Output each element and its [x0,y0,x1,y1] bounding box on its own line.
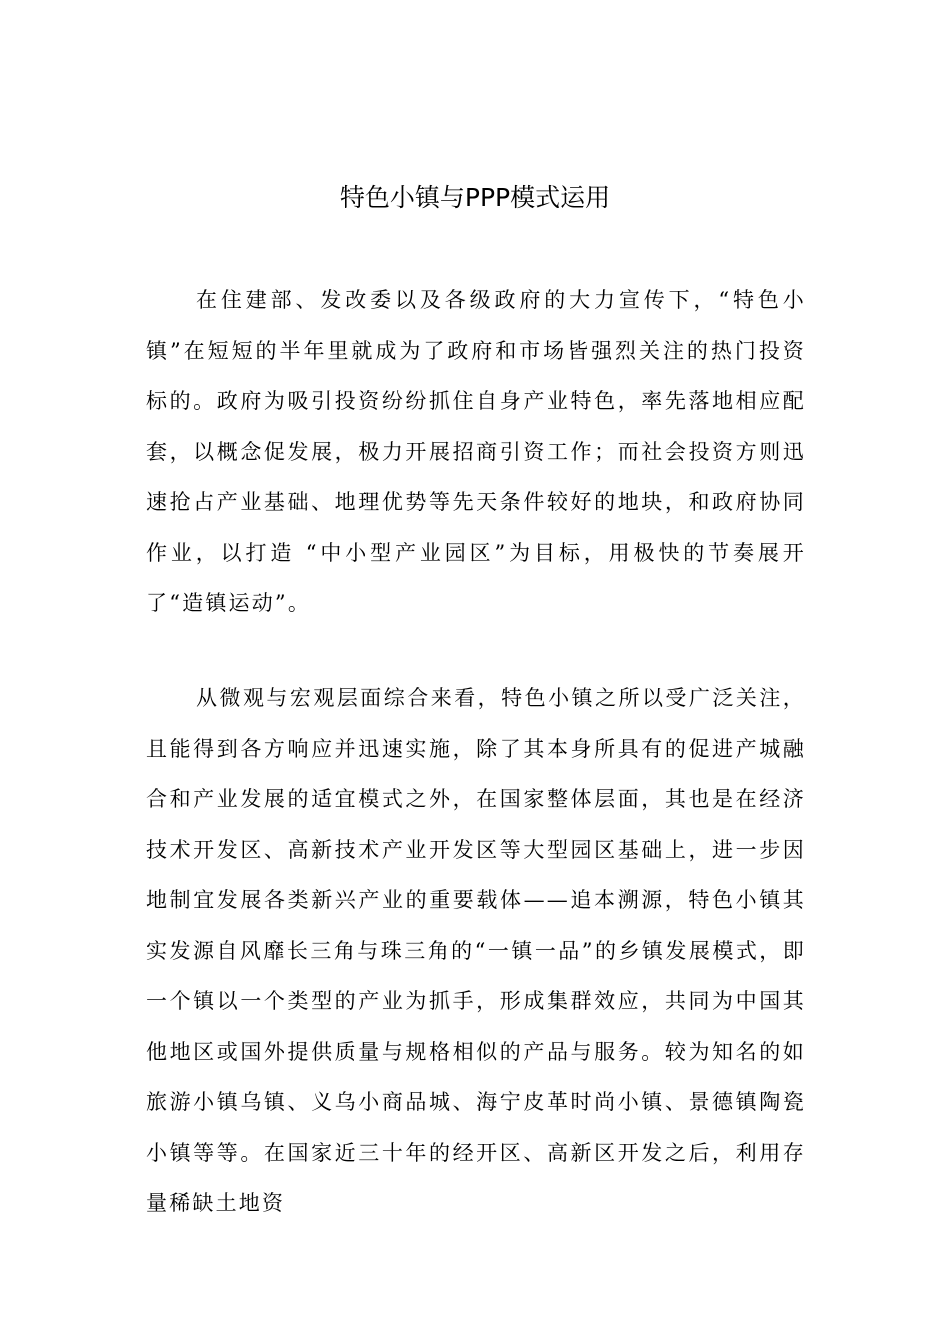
document-title: 特色小镇与PPP模式运用 [339,183,611,212]
paragraph-2: 从微观与宏观层面综合来看，特色小镇之所以受广泛关注，且能得到各方响应并迅速实施，除了其本身所具有的促进产城融合和产业发展的适宜模式之外，在国家整体层面，其也是在经济技术开发区、高新技术产业开发区等大型园区基础上，进一步因地制宜发展各类新兴产业的重要载体——追本溯源，特色小镇其实发源自风靡长三角与珠三角的“一镇一品”的乡镇发展模式，即一个镇以一个类型的产业为抓手，形成集群效应，共同为中国其他地区或国外提供质量与规格相似的产品与服务。较为知名的如旅游小镇乌镇、义乌小商品城、海宁皮革时尚小镇、景德镇陶瓷小镇等等。在国家近三十年的经开区、高新区开发之后，利用存量稀缺土地资 [146,686,806,1215]
paragraph-1: 在住建部、发改委以及各级政府的大力宣传下，“特色小镇”在短短的半年里就成为了政府和市场皆强烈关注的热门投资标的。政府为吸引投资纷纷抓住自身产业特色，率先落地相应配套，以概念促发展，极力开展招商引资工作；而社会投资方则迅速抢占产业基础、地理优势等先天条件较好的地块，和政府协同作业，以打造 “中小型产业园区”为目标，用极快的节奏展开了“造镇运动”。 [146,288,806,615]
